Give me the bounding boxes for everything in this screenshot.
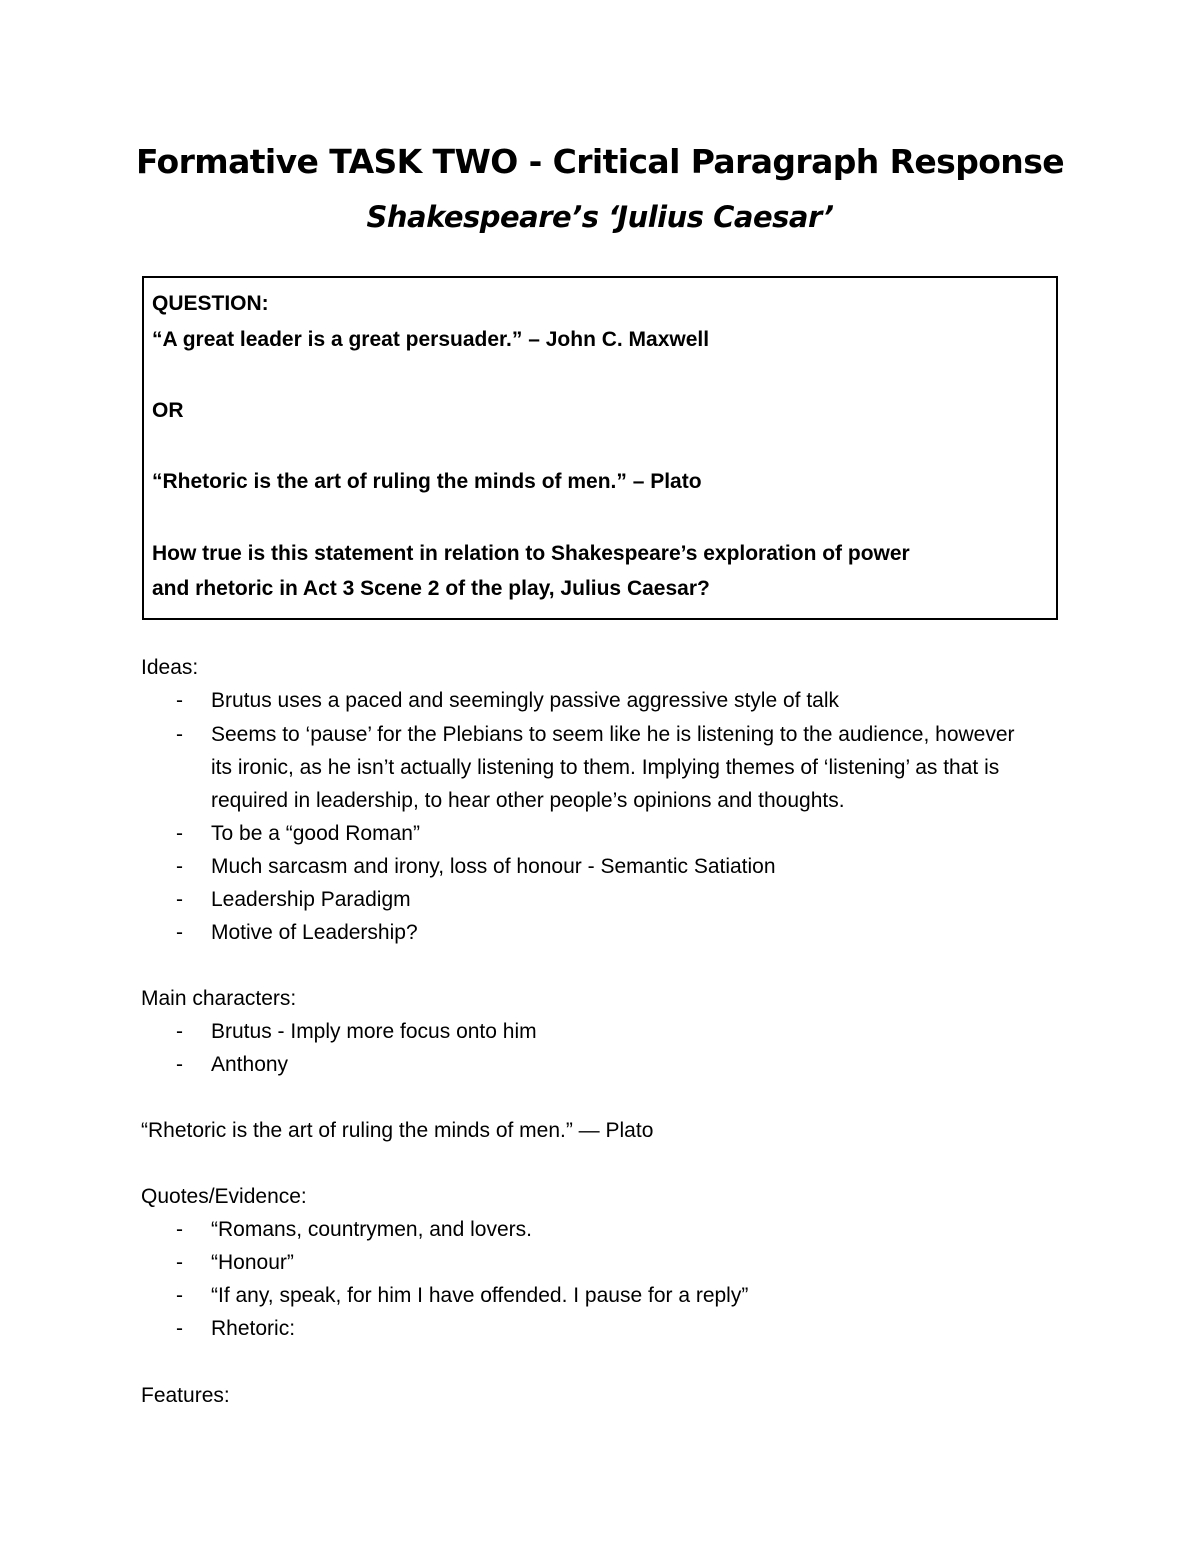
list-item-continuation: its ironic, as he isn’t actually listening to them. Implying themes of ‘listening’ as that is — [211, 756, 1000, 779]
list-bullet: - — [176, 1020, 183, 1043]
list-bullet: - — [176, 921, 183, 944]
document-title: Formative TASK TWO - Critical Paragraph Response — [135, 142, 1065, 181]
question-quote-maxwell: “A great leader is a great persuader.” – John C. Maxwell — [152, 328, 710, 351]
list-item: Rhetoric: — [211, 1317, 296, 1340]
list-item: To be a “good Roman” — [211, 822, 420, 845]
list-item: Anthony — [211, 1053, 289, 1076]
list-item: “Honour” — [211, 1251, 294, 1274]
list-bullet: - — [176, 1053, 183, 1076]
characters-heading: Main characters: — [141, 987, 297, 1010]
question-box — [142, 276, 1058, 620]
question-or: OR — [152, 399, 184, 422]
list-item: Leadership Paradigm — [211, 888, 411, 911]
list-bullet: - — [176, 1317, 183, 1340]
list-item: “Romans, countrymen, and lovers. — [211, 1218, 532, 1241]
question-prompt-line-1: How true is this statement in relation to Shakespeare’s exploration of power — [152, 542, 910, 565]
ideas-heading: Ideas: — [141, 656, 199, 679]
quotes-heading: Quotes/Evidence: — [141, 1185, 307, 1208]
list-bullet: - — [176, 1284, 183, 1307]
question-quote-plato: “Rhetoric is the art of ruling the minds of men.” – Plato — [152, 470, 702, 493]
features-heading: Features: — [141, 1384, 230, 1407]
list-item: “If any, speak, for him I have offended. I pause for a reply” — [211, 1284, 749, 1307]
list-bullet: - — [176, 855, 183, 878]
list-bullet: - — [176, 723, 183, 746]
list-item: Brutus - Imply more focus onto him — [211, 1020, 537, 1043]
question-label: QUESTION: — [152, 292, 269, 315]
list-item: Brutus uses a paced and seemingly passive aggressive style of talk — [211, 689, 840, 712]
list-bullet: - — [176, 1251, 183, 1274]
plato-quote: “Rhetoric is the art of ruling the minds of men.” — Plato — [141, 1119, 654, 1142]
list-item: Motive of Leadership? — [211, 921, 418, 944]
list-item-continuation: required in leadership, to hear other people’s opinions and thoughts. — [211, 789, 845, 812]
document-subtitle: Shakespeare’s ‘Julius Caesar’ — [366, 200, 834, 234]
list-bullet: - — [176, 689, 183, 712]
question-prompt-line-2: and rhetoric in Act 3 Scene 2 of the play, Julius Caesar? — [152, 577, 710, 600]
list-bullet: - — [176, 822, 183, 845]
list-bullet: - — [176, 1218, 183, 1241]
list-item: Seems to ‘pause’ for the Plebians to seem like he is listening to the audience, however — [211, 723, 1015, 746]
list-item: Much sarcasm and irony, loss of honour - Semantic Satiation — [211, 855, 776, 878]
list-bullet: - — [176, 888, 183, 911]
